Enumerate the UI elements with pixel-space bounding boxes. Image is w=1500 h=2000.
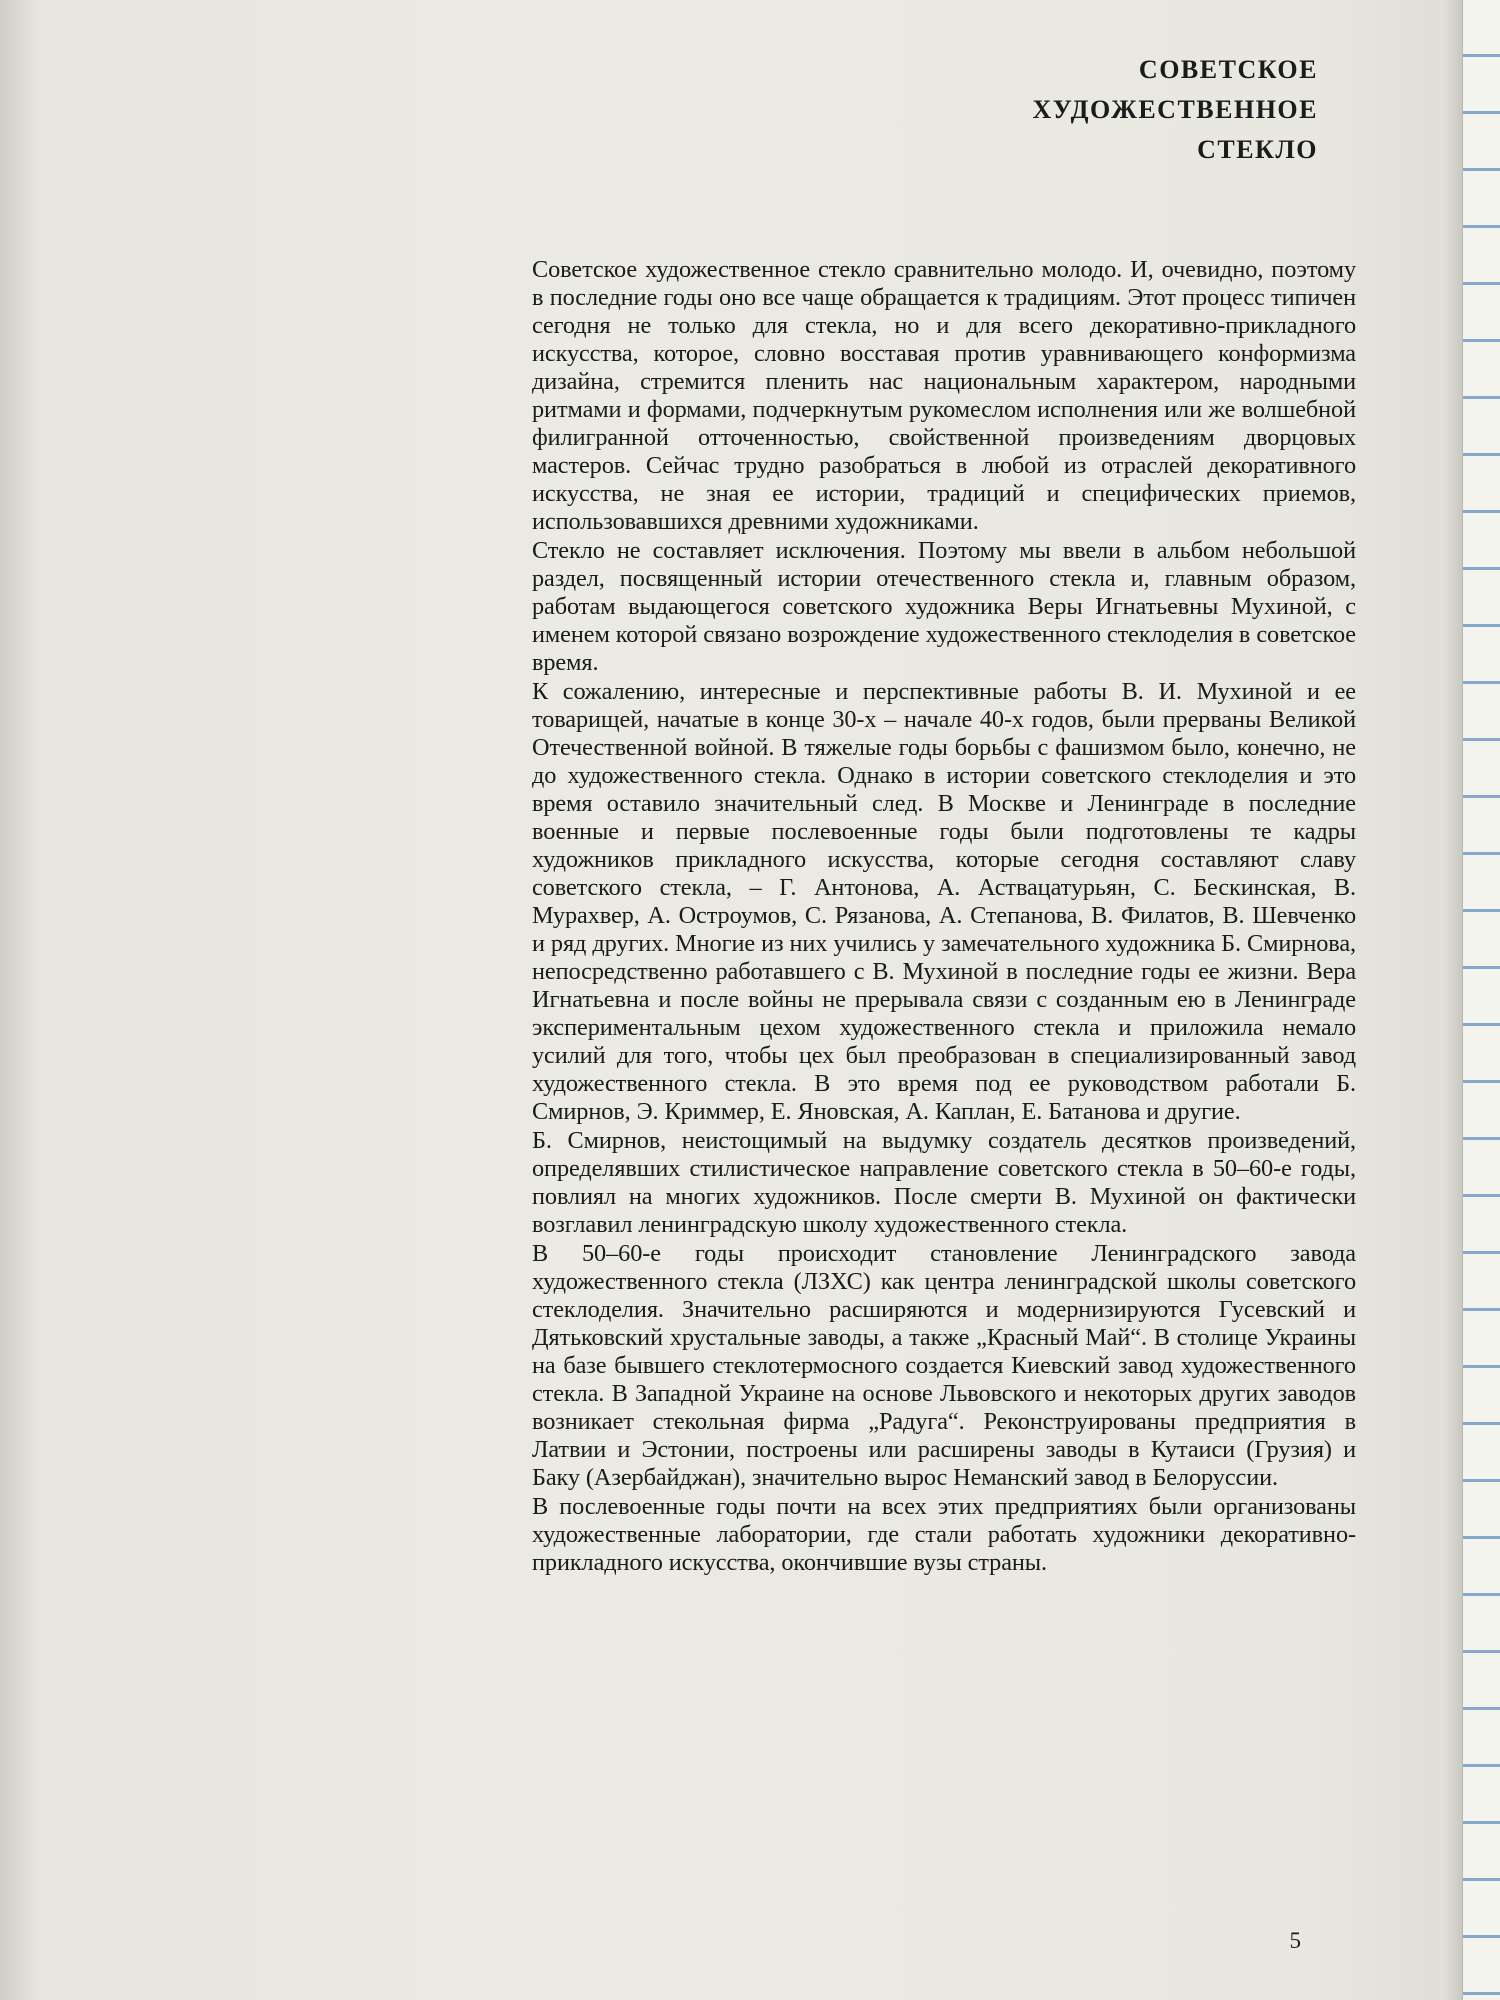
chapter-title	[918, 50, 1318, 170]
paragraph-5: В 50–60-е годы происходит становление Ленинградского завода художественного стекла (ЛЗХС) как центра ленинградской школы советского стеклоделия. Значительно расширяются и модернизируются Гусевский и Дятьковский хрустальные заводы, а также „Красный Май“. В столице Украины на базе бывшего стеклотермосного создается Киевский завод художественного стекла. В Западной Украине на основе Львовского и некоторых других заводов возникает стекольная фирма „Радуга“. Реконструированы предприятия в Латвии и Эстонии, построены или расширены заводы в Кутаиси (Грузия) и Баку (Азербайджан), значительно вырос Неманский завод в Белоруссии.	[532, 1240, 1356, 1491]
paragraph-4: Б. Смирнов, неистощимый на выдумку создатель десятков произведений, определявших стилистическое направление советского стекла в 50–60-е годы, повлиял на многих художников. После смерти В. Мухиной он фактически возглавил ленинградскую школу художественного стекла.	[532, 1127, 1356, 1238]
page-edge-shadow	[1440, 0, 1462, 2000]
paragraph-2: Стекло не составляет исключения. Поэтому мы ввели в альбом небольшой раздел, посвященный истории отечественного стекла и, главным образом, работам выдающегося советского художника Веры Игнатьевны Мухиной, с именем которой связано возрождение художественного стеклоделия в советское время.	[532, 537, 1356, 676]
chapter-title-line-2: ХУДОЖЕСТВЕННОЕ	[1032, 95, 1318, 124]
paragraph-3: К сожалению, интересные и перспективные работы В. И. Мухиной и ее товарищей, начатые в конце 30-х – начале 40-х годов, были прерваны Великой Отечественной войной. В тяжелые годы борьбы с фашизмом было, конечно, не до художественного стекла. Однако в истории советского стеклоделия и это время оставило значительный след. В Москве и Ленинграде в последние военные и первые послевоенные годы были подготовлены те кадры художников прикладного искусства, которые сегодня составляют славу советского стекла, – Г. Антонова, А. Аствацатурьян, С. Бескинская, В. Мурахвер, А. Остроумов, С. Рязанова, А. Степанова, В. Филатов, В. Шевченко и ряд других. Многие из них учились у замечательного художника Б. Смирнова, непосредственно работавшего с В. Мухиной в последние годы ее жизни. Вера Игнатьевна и после войны не прерывала связи с созданным ею в Ленинграде экспериментальным цехом художественного стекла и приложила немало усилий для того, чтобы цех был преобразован в специализированный завод художественного стекла. В это время под ее руководством работали Б. Смирнов, Э. Криммер, Е. Яновская, А. Каплан, Е. Батанова и другие.	[532, 678, 1356, 1125]
lined-notebook-edge	[1462, 0, 1500, 2000]
page-number: 5	[1289, 1928, 1301, 1953]
chapter-title-line-3: СТЕКЛО	[1197, 135, 1318, 164]
chapter-title-line-1: СОВЕТСКОЕ	[1138, 55, 1318, 84]
paragraph-1: Советское художественное стекло сравнительно молодо. И, очевидно, поэтому в последние годы оно все чаще обращается к традициям. Этот процесс типичен сегодня не только для стекла, но и для всего декоративно-прикладного искусства, которое, словно восставая против уравнивающего конформизма дизайна, стремится пленить нас национальным характером, народными ритмами и формами, подчеркнутым рукомеслом исполнения или же волшебной филигранной отточенностью, свойственной произведениям дворцовых мастеров. Сейчас трудно разобраться в любой из отраслей декоративного искусства, не зная ее истории, традиций и специфических приемов, использовавшихся древними художниками.	[532, 256, 1356, 535]
paragraph-6: В послевоенные годы почти на всех этих предприятиях были организованы художественные лаборатории, где стали работать художники декоративно-прикладного искусства, окончившие вузы страны.	[532, 1493, 1356, 1576]
article-body	[532, 256, 1356, 1578]
